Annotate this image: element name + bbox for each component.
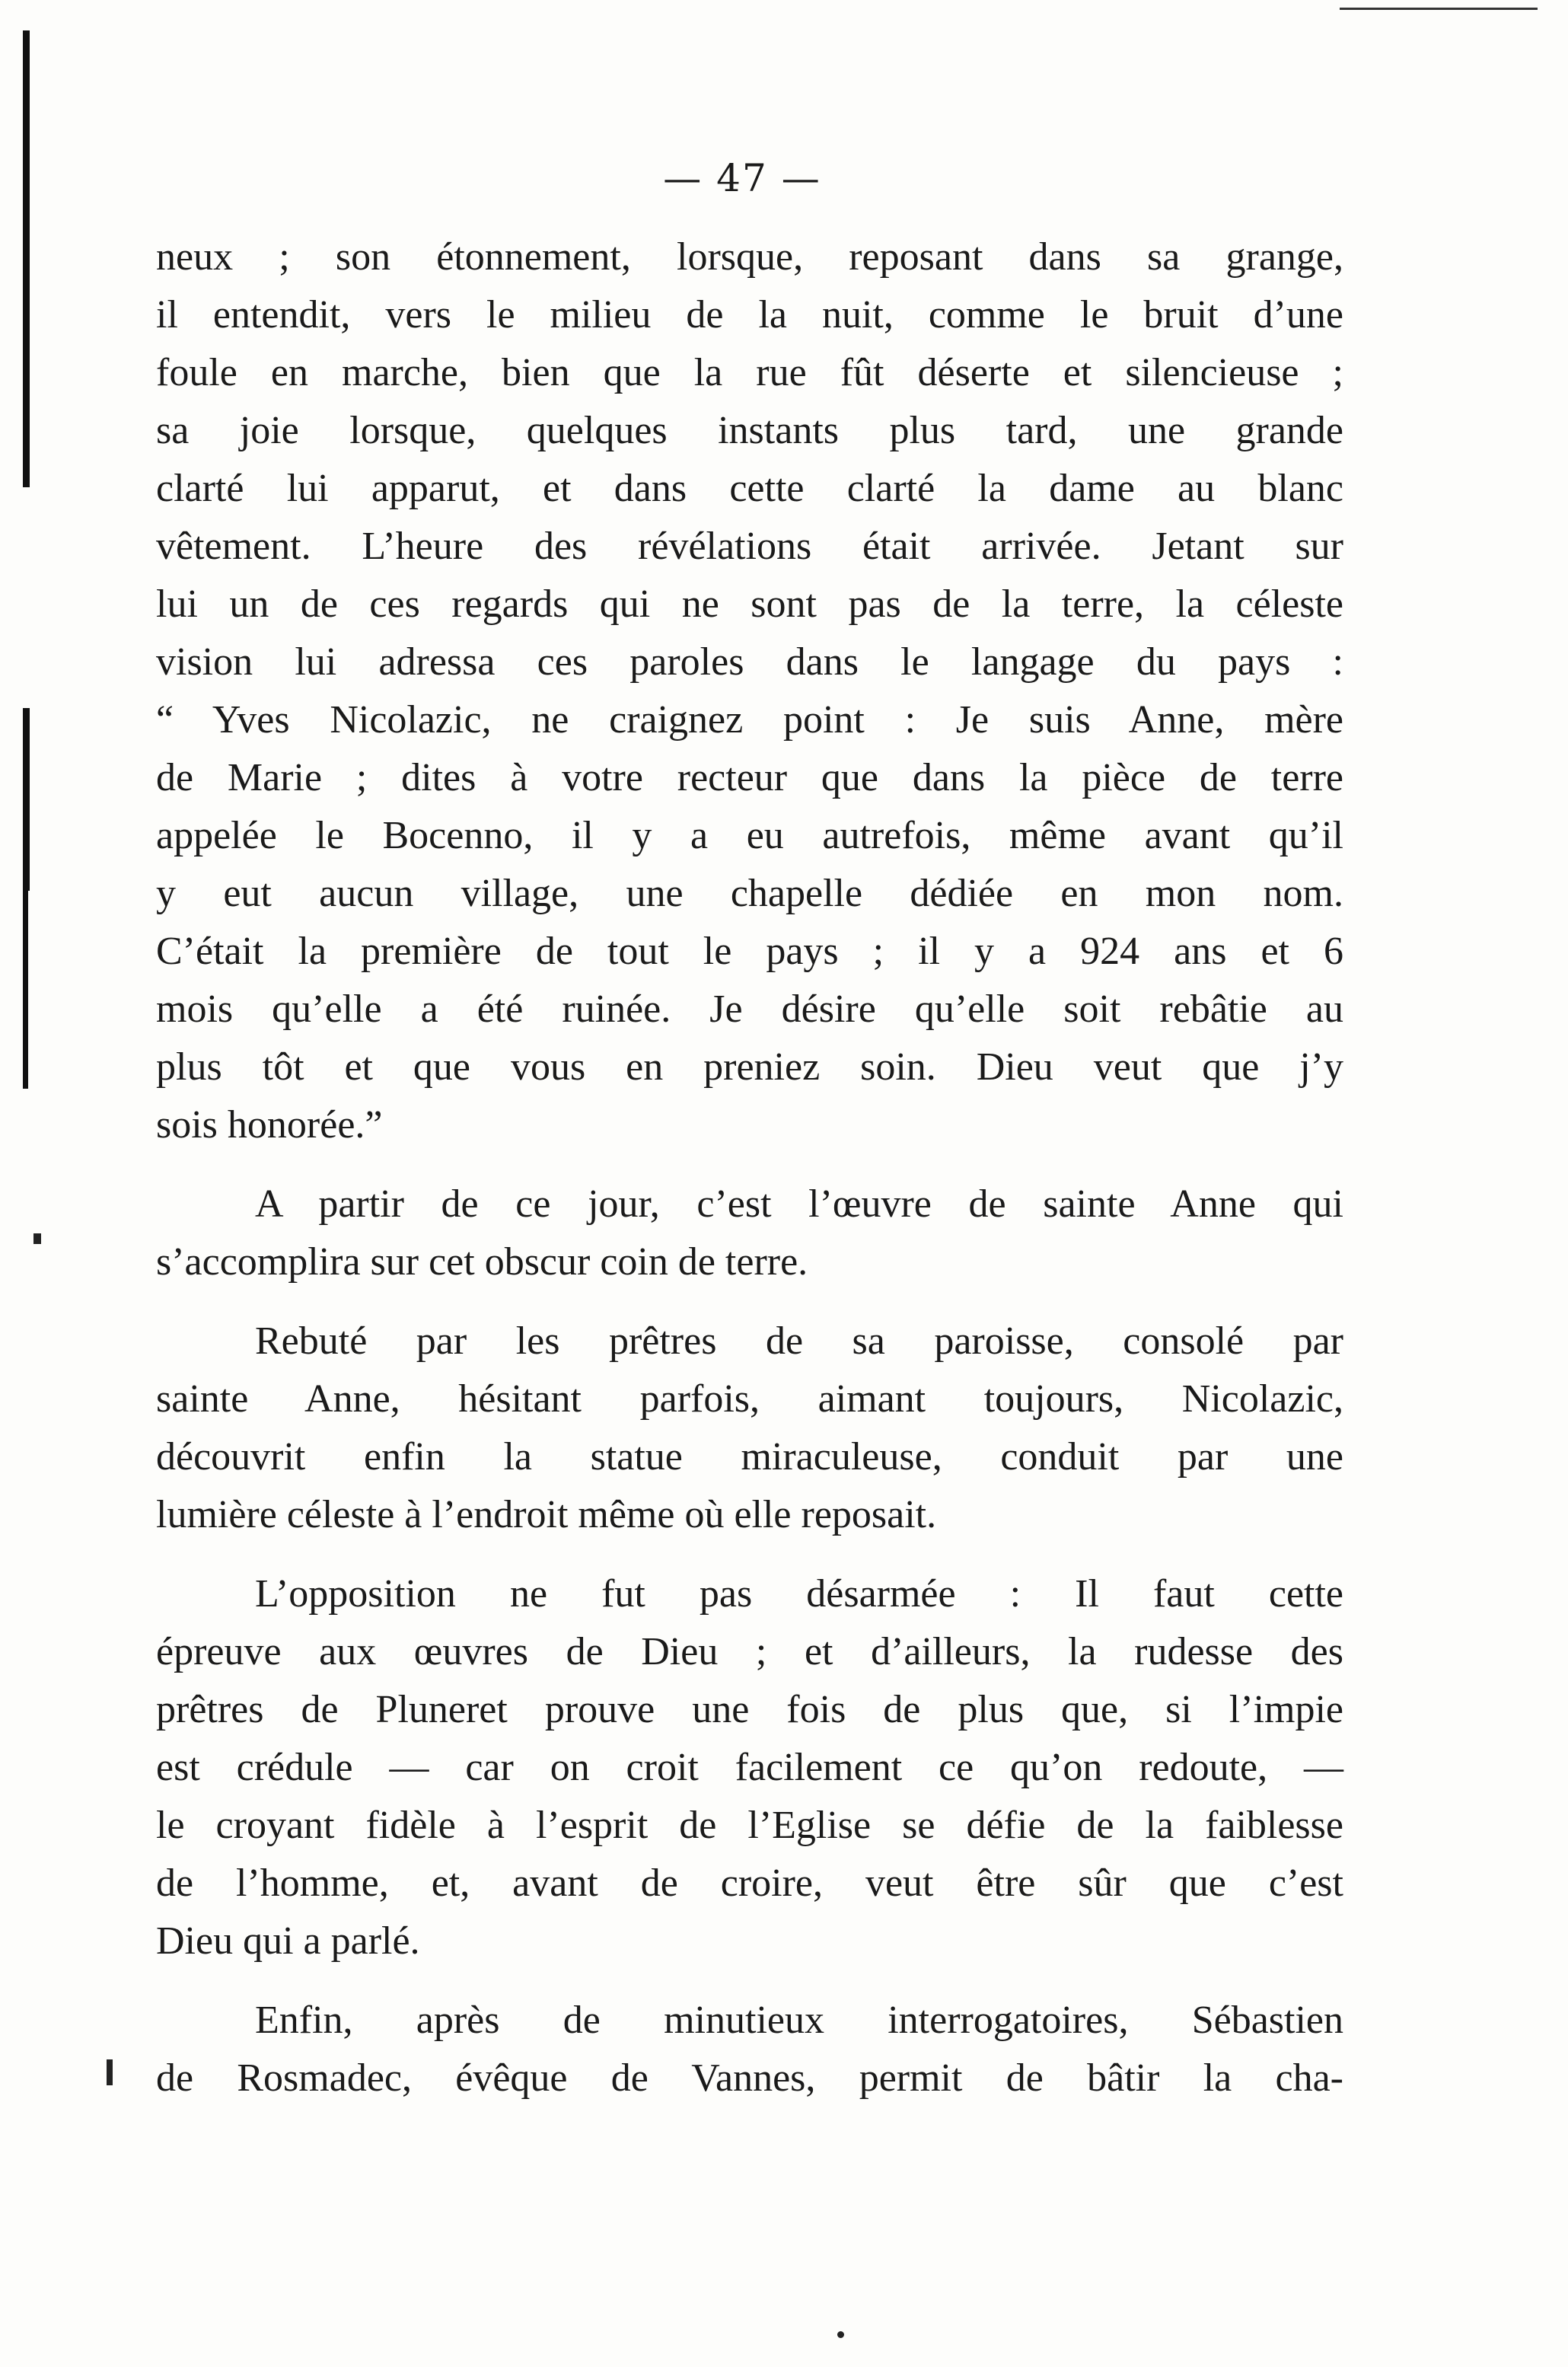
text-line: Enfin, après de minutieux interrogatoires, Sébastien [255,1999,1343,2042]
text-line: Rebuté par les prêtres de sa paroisse, consolé par [255,1319,1343,1363]
text-line: de l’homme, et, avant de croire, veut être sûr que c’est [156,1861,1343,1905]
text-line: L’opposition ne fut pas désarmée : Il faut cette [255,1572,1343,1616]
text-line: sa joie lorsque, quelques instants plus tard, une grande [156,409,1343,452]
text-line: foule en marche, bien que la rue fût déserte et silencieuse ; [156,351,1343,394]
text-line: est crédule — car on croit facilement ce qu’on redoute, — [156,1746,1343,1789]
text-line: de Marie ; dites à votre recteur que dans la pièce de terre [156,756,1343,799]
text-line: vêtement. L’heure des révélations était arrivée. Jetant sur [156,525,1343,568]
text-line: y eut aucun village, une chapelle dédiée en mon nom. [156,872,1343,915]
text-line: Dieu qui a parlé. [156,1919,420,1963]
text-line: il entendit, vers le milieu de la nuit, comme le bruit d’une [156,293,1343,337]
body-text [156,228,1343,2129]
text-line: “ Yves Nicolazic, ne craignez point : Je suis Anne, mère [156,698,1343,742]
text-line: vision lui adressa ces paroles dans le langage du pays : [156,640,1343,684]
text-line: clarté lui apparut, et dans cette clarté la dame au blanc [156,467,1343,510]
text-line: sainte Anne, hésitant parfois, aimant toujours, Nicolazic, [156,1377,1343,1421]
text-line: mois qu’elle a été ruinée. Je désire qu’elle soit rebâtie au [156,987,1343,1031]
text-line: lui un de ces regards qui ne sont pas de la terre, la céleste [156,582,1343,626]
text-line: lumière céleste à l’endroit même où elle reposait. [156,1493,937,1536]
text-line: s’accomplira sur cet obscur coin de terre. [156,1240,808,1284]
text-line: le croyant fidèle à l’esprit de l’Eglise se défie de la faiblesse [156,1804,1343,1847]
paragraph [156,1176,1343,1291]
paragraph [156,228,1343,1154]
text-line: neux ; son étonnement, lorsque, reposant dans sa grange, [156,235,1343,279]
text-line: A partir de ce jour, c’est l’œuvre de sainte Anne qui [255,1182,1343,1226]
text-line: découvrit enfin la statue miraculeuse, conduit par une [156,1435,1343,1479]
text-line: de Rosmadec, évêque de Vannes, permit de bâtir la cha- [156,2056,1343,2100]
scan-binding-edge [23,891,28,1089]
scan-binding-edge [23,30,30,487]
text-line: épreuve aux œuvres de Dieu ; et d’ailleurs, la rudesse des [156,1630,1343,1673]
text-line: plus tôt et que vous en preniez soin. Dieu veut que j’y [156,1045,1343,1089]
page-number: — 47 — [663,156,821,200]
text-line: C’était la première de tout le pays ; il y a 924 ans et 6 [156,930,1343,973]
text-line: appelée le Bocenno, il y a eu autrefois, même avant qu’il [156,814,1343,857]
scan-speck [33,1233,41,1244]
scan-speck [837,2331,844,2338]
paragraph [156,1313,1343,1544]
text-line: sois honorée.” [156,1103,383,1147]
paragraph [156,1565,1343,1970]
scan-top-rule [1340,8,1538,10]
scan-binding-edge [23,708,30,891]
scan-speck [107,2059,113,2085]
text-line: prêtres de Pluneret prouve une fois de plus que, si l’impie [156,1688,1343,1731]
paragraph [156,1992,1343,2107]
